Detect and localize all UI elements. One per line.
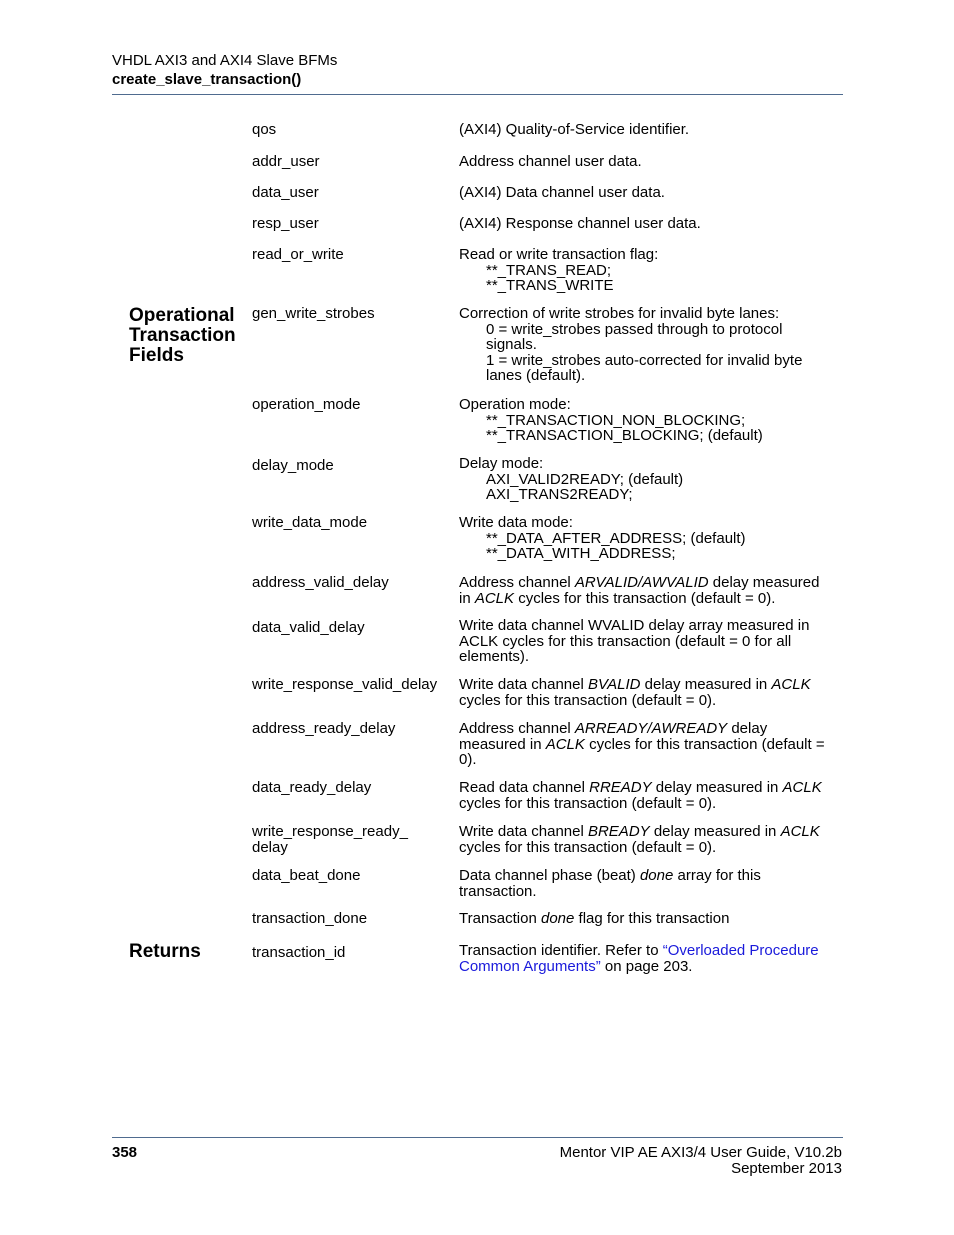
field-desc-transaction-id: Transaction identifier. Refer to “Overloaded Procedure Common Arguments” on page 203. (459, 942, 819, 975)
field-desc-qos: (AXI4) Quality-of-Service identifier. (459, 121, 690, 138)
field-desc-delay-mode: Delay mode: AXI_VALID2READY; (default) AXI_TRANS2READY; (459, 455, 684, 503)
footer-rule (112, 1137, 843, 1138)
field-name-resp-user: resp_user (252, 215, 319, 232)
field-name-gen-write-strobes: gen_write_strobes (252, 305, 375, 322)
field-desc-address-valid-delay: Address channel ARVALID/AWVALID delay measured in ACLK cycles for this transaction (default = 0). (459, 574, 820, 607)
section-returns: Returns (129, 941, 201, 962)
field-name-address-valid-delay: address_valid_delay (252, 574, 389, 591)
field-name-transaction-done: transaction_done (252, 910, 368, 927)
field-name-data-ready-delay: data_ready_delay (252, 779, 372, 796)
page-number: 358 (112, 1144, 138, 1161)
field-name-write-response-ready-delay: write_response_ready_ delay (252, 823, 408, 856)
common-arguments-link[interactable]: Common Arguments” (459, 957, 601, 975)
field-desc-operation-mode: Operation mode: **_TRANSACTION_NON_BLOCKING; **_TRANSACTION_BLOCKING; (default) (459, 396, 763, 444)
field-name-address-ready-delay: address_ready_delay (252, 720, 396, 737)
field-name-transaction-id: transaction_id (252, 944, 346, 961)
field-name-addr-user: addr_user (252, 153, 320, 170)
field-desc-gen-write-strobes: Correction of write strobes for invalid byte lanes: 0 = write_strobes passed through to protocol signals. 1 = write_strobes auto-corrected for invalid byte lanes (default). (459, 305, 803, 384)
field-desc-data-beat-done: Data channel phase (beat) done array for this transaction. (459, 867, 761, 900)
field-desc-resp-user: (AXI4) Response channel user data. (459, 215, 701, 232)
field-name-data-beat-done: data_beat_done (252, 867, 361, 884)
field-name-read-or-write: read_or_write (252, 246, 344, 263)
field-desc-read-or-write: Read or write transaction flag: **_TRANS_READ; **_TRANS_WRITE (459, 246, 659, 294)
field-name-qos: qos (252, 121, 277, 138)
field-name-write-data-mode: write_data_mode (252, 514, 368, 531)
header-chapter: VHDL AXI3 and AXI4 Slave BFMs (112, 52, 338, 69)
field-desc-address-ready-delay: Address channel ARREADY/AWREADY delay measured in ACLK cycles for this transaction (default = 0). (459, 720, 825, 768)
overloaded-procedure-link[interactable]: “Overloaded Procedure (662, 942, 819, 959)
field-desc-data-user: (AXI4) Data channel user data. (459, 184, 665, 201)
field-desc-write-response-valid-delay: Write data channel BVALID delay measured in ACLK cycles for this transaction (default = 0). (459, 676, 811, 709)
field-name-operation-mode: operation_mode (252, 396, 361, 413)
field-desc-data-valid-delay: Write data channel WVALID delay array measured in ACLK cycles for this transaction (default = 0 for all elements). (459, 617, 810, 665)
field-desc-addr-user: Address channel user data. (459, 153, 642, 170)
field-desc-write-response-ready-delay: Write data channel BREADY delay measured in ACLK cycles for this transaction (default = 0). (459, 823, 820, 856)
field-desc-data-ready-delay: Read data channel RREADY delay measured in ACLK cycles for this transaction (default = 0). (459, 779, 822, 812)
field-name-data-user: data_user (252, 184, 319, 201)
field-name-write-response-valid-delay: write_response_valid_delay (252, 676, 438, 693)
footer-info: Mentor VIP AE AXI3/4 User Guide, V10.2b September 2013 (559, 1144, 842, 1177)
field-name-data-valid-delay: data_valid_delay (252, 619, 365, 636)
section-operational-transaction-fields: Operational Transaction Fields (129, 305, 236, 366)
field-desc-write-data-mode: Write data mode: **_DATA_AFTER_ADDRESS; (default) **_DATA_WITH_ADDRESS; (459, 514, 746, 562)
field-name-delay-mode: delay_mode (252, 457, 334, 474)
field-desc-transaction-done: Transaction done flag for this transaction (459, 910, 730, 927)
header-rule (112, 94, 843, 95)
header-function: create_slave_transaction() (112, 71, 302, 88)
